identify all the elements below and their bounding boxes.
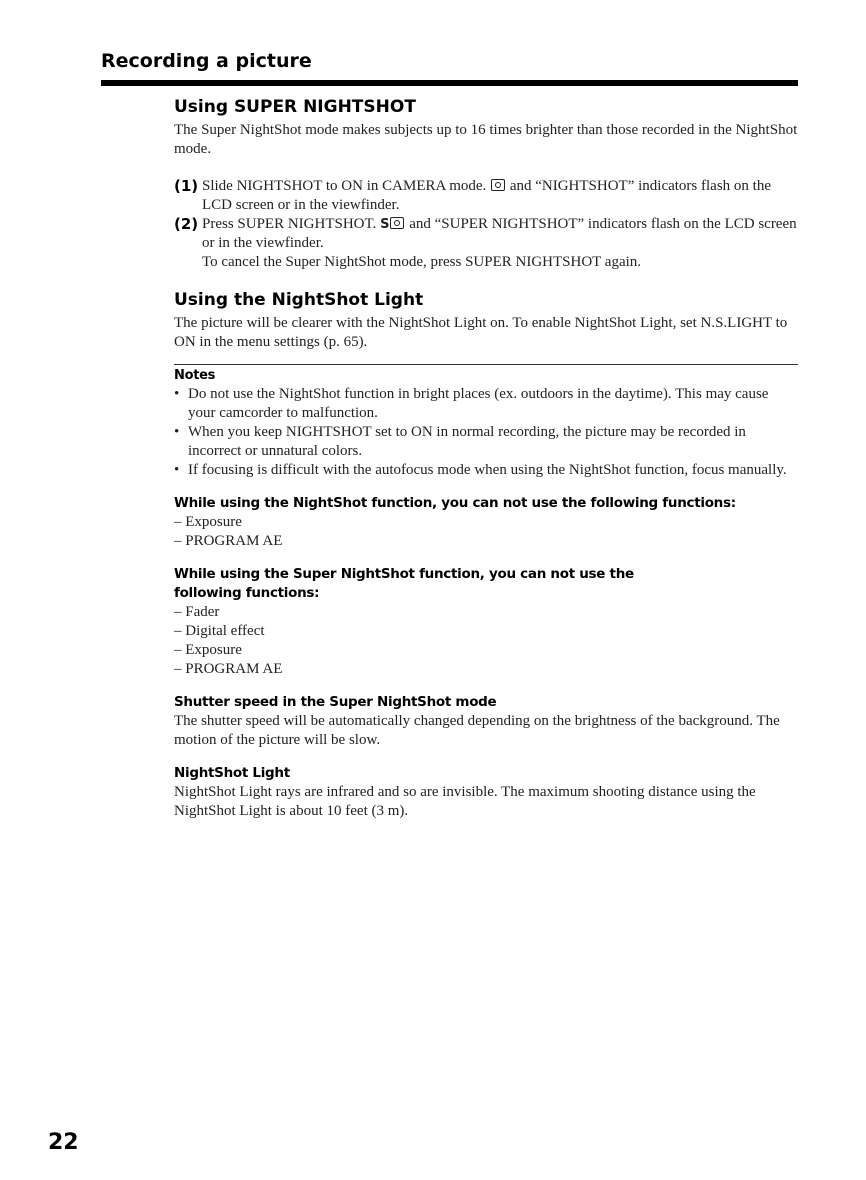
step-text: Press SUPER NIGHTSHOT.: [202, 216, 377, 232]
restriction-item: – Digital effect: [174, 622, 798, 641]
cancel-instruction: To cancel the Super NightShot mode, press SUPER NIGHTSHOT again.: [202, 254, 642, 270]
note-item: • If focusing is difficult with the autofocus mode when using the NightShot function, focus manually.: [174, 461, 798, 480]
nightshot-light-heading: Using the NightShot Light: [174, 290, 424, 310]
restriction-item: – Fader: [174, 603, 798, 622]
page-header-title: Recording a picture: [101, 50, 312, 72]
note-item: • When you keep NIGHTSHOT set to ON in normal recording, the picture may be recorded in incorrect or unnatural colors.: [174, 423, 798, 461]
super-nightshot-restrictions: [174, 565, 798, 679]
super-nightshot-heading: Using SUPER NIGHTSHOT: [174, 97, 416, 117]
restriction-item: – Exposure: [174, 513, 798, 532]
step-text: and “SUPER NIGHTSHOT” indicators flash on the LCD screen or in the viewfinder.: [202, 216, 797, 251]
nightshot-light-note-section: [174, 764, 798, 821]
header-rule: [101, 80, 798, 86]
nightshot-light-text: The picture will be clearer with the NightShot Light on. To enable NightShot Light, set N.S.LIGHT to ON in the menu settings (p. 65).: [174, 315, 788, 350]
restriction-item: – PROGRAM AE: [174, 660, 798, 679]
page-content: [174, 97, 798, 821]
super-nightshot-icon-letter: S: [380, 217, 390, 232]
super-nightshot-intro: The Super NightShot mode makes subjects up to 16 times brighter than those recorded in the NightShot mode.: [174, 122, 798, 157]
shutter-speed-section: [174, 693, 798, 750]
super-nightshot-restrictions-title: While using the Super NightShot function, you can not use the following functions:: [174, 566, 634, 601]
step-text: and “NIGHTSHOT” indicators flash on the LCD screen or in the viewfinder.: [202, 178, 771, 213]
nightshot-light-section: [174, 290, 798, 352]
step-number: (2): [174, 215, 199, 233]
shutter-speed-title: Shutter speed in the Super NightShot mode: [174, 694, 497, 710]
restriction-item: – PROGRAM AE: [174, 532, 798, 551]
note-item: • Do not use the NightShot function in bright places (ex. outdoors in the daytime). This may cause your camcorder to malfunction.: [174, 385, 798, 423]
nightshot-restrictions: [174, 494, 798, 551]
step-text: Slide NIGHTSHOT to ON in CAMERA mode.: [202, 178, 487, 194]
step-2: [174, 215, 798, 272]
restriction-item: – Exposure: [174, 641, 798, 660]
step-1: [174, 177, 798, 215]
page-number: 22: [48, 1130, 79, 1155]
nightshot-light-note-title: NightShot Light: [174, 765, 290, 781]
shutter-speed-text: The shutter speed will be automatically changed depending on the brightness of the background. The motion of the picture will be slow.: [174, 713, 780, 748]
super-nightshot-section: [174, 97, 798, 272]
step-number: (1): [174, 177, 199, 195]
nightshot-restrictions-title: While using the NightShot function, you can not use the following functions:: [174, 495, 736, 511]
notes-title: Notes: [174, 368, 216, 383]
nightshot-icon: [491, 179, 505, 191]
nightshot-light-note-text: NightShot Light rays are infrared and so are invisible. The maximum shooting distance using the NightShot Light is about 10 feet (3 m).: [174, 784, 756, 819]
notes-section: [174, 364, 798, 480]
super-nightshot-icon: [390, 217, 404, 229]
